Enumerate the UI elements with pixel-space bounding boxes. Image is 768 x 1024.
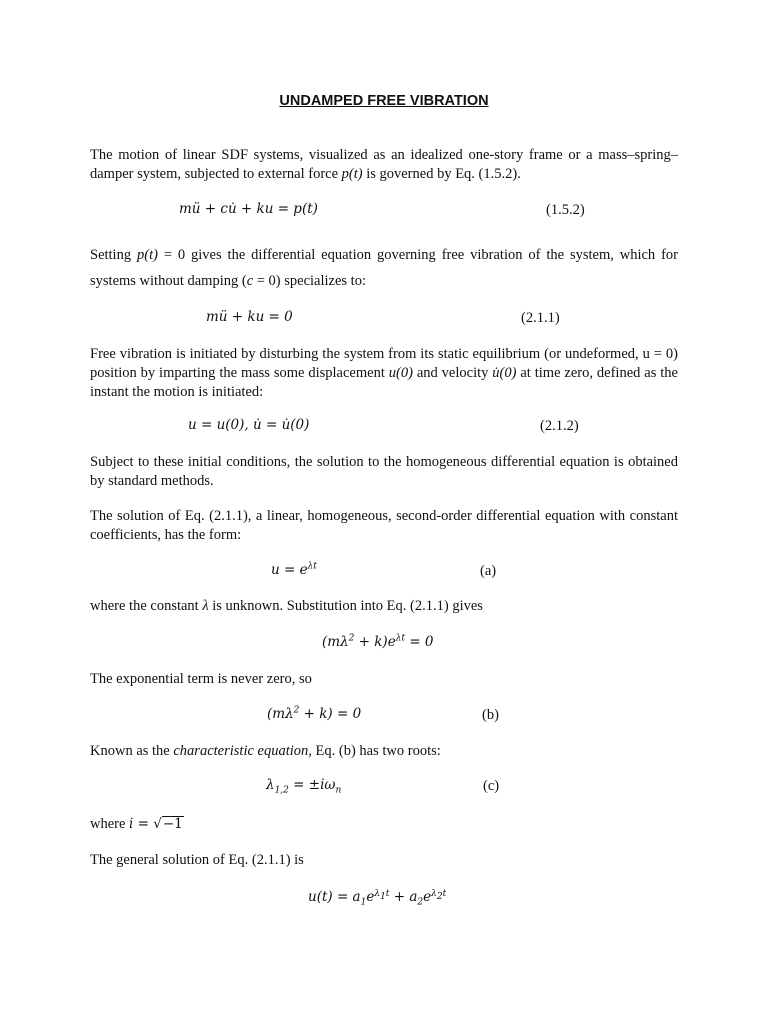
page-title: UNDAMPED FREE VIBRATION (279, 93, 489, 109)
eq-exponent: λt (307, 561, 317, 572)
eq-exponent: 2 (293, 705, 300, 716)
equation-expression: mü + ku = 0 (206, 309, 293, 325)
equation-expression (322, 634, 434, 652)
text-run-italic: characteristic equation (173, 743, 309, 759)
paragraph-initial-disturbance (90, 345, 678, 402)
text-run-italic: u̇(0) (492, 364, 517, 381)
eq-part: λ (266, 777, 275, 793)
equation-number: (2.1.2) (540, 418, 579, 434)
eq-part: t (442, 888, 447, 899)
eq-part: + a (389, 889, 418, 905)
eq-subscript: 2 (417, 897, 424, 908)
equation-expression (271, 562, 317, 580)
eq-part: u = e (271, 562, 308, 578)
eq-part: i = (129, 816, 154, 832)
eq-part: e (366, 889, 375, 905)
eq-exponent: λt (395, 633, 406, 644)
equation-b (0, 706, 768, 726)
eq-part: (mλ (322, 634, 349, 650)
eq-part: t (385, 888, 390, 899)
eq-part: λ (431, 888, 437, 899)
eq-exponent (374, 888, 390, 902)
equation-number: (c) (483, 778, 500, 794)
text-run: , Eq. (b) has two roots: (308, 743, 441, 759)
equation-expression (267, 706, 361, 724)
text-run: is governed by Eq. (1.5.2). (362, 165, 521, 182)
equation-number: (b) (482, 707, 499, 723)
eq-exponent (431, 888, 447, 902)
eq-subscript: 1 (360, 897, 367, 908)
equation-number: (2.1.1) (521, 310, 560, 326)
text-run: at time zero, defined as the instant the motion is initiated: (90, 364, 678, 400)
eq-part: + k)e (354, 634, 396, 650)
paragraph-initial-conditions: Subject to these initial conditions, the solution to the homogeneous differential equation is obtained by standard methods. (90, 454, 678, 489)
equation-expression: u = u(0), u̇ = u̇(0) (188, 417, 310, 433)
text-run-italic: p(t) (136, 247, 158, 263)
eq-part: (mλ (267, 706, 294, 722)
eq-part: = 0 (405, 634, 434, 650)
paragraph-substitution (90, 597, 678, 616)
equation-2-1-1 (0, 309, 768, 329)
text-run-italic: λ (202, 598, 209, 614)
text-run-italic: c (246, 273, 254, 289)
text-run: = 0) specializes to: (253, 273, 366, 289)
equation-c (0, 777, 768, 797)
equation-1-5-2 (0, 201, 768, 221)
paragraph-characteristic (90, 742, 678, 761)
equation-2-1-2 (0, 417, 768, 437)
equation-expression (308, 889, 446, 907)
equation-number: (a) (480, 563, 497, 579)
paragraph-solution-form: The solution of Eq. (2.1.1), a linear, homogeneous, second-order differential equation with constant coefficients, has the form: (90, 508, 678, 543)
paragraph-exponential-nonzero: The exponential term is never zero, so (90, 671, 312, 687)
text-run: Setting (90, 247, 137, 263)
equation-expression: mü + cu̇ + ku = p(t) (179, 201, 318, 217)
text-run: is unknown. Substitution into Eq. (2.1.1) gives (208, 598, 483, 614)
text-run: and velocity (412, 364, 493, 381)
eq-subscript: 2 (436, 891, 443, 902)
text-run-italic: p(t) (341, 165, 363, 182)
text-run-italic: u(0) (388, 364, 413, 381)
equation-a (0, 562, 768, 582)
text-run: Free vibration is initiated by disturbing the system from its static equilibrium (or undeformed, u = 0) position by imparting the mass some displacement (90, 346, 678, 381)
eq-subscript: n (335, 785, 342, 796)
text-run: where (90, 816, 130, 832)
eq-part: + k) = 0 (299, 706, 362, 722)
sqrt-radicand: −1 (162, 816, 183, 832)
eq-part: u(t) = a (308, 889, 361, 905)
paragraph-intro (90, 146, 678, 184)
eq-subscript: 1 (380, 891, 386, 902)
equation-general-solution (0, 889, 768, 909)
eq-part: e (423, 889, 432, 905)
eq-part: = ±iω (288, 777, 336, 793)
text-run: where the constant (90, 598, 203, 614)
paragraph-general-solution: The general solution of Eq. (2.1.1) is (90, 852, 304, 868)
paragraph-setting-p (90, 242, 678, 294)
eq-part: λ (374, 888, 381, 899)
eq-exponent: 2 (348, 633, 355, 644)
text-run: The motion of linear SDF systems, visualized as an idealized one-story frame or a mass–spring–damper system, subjected to external force (90, 147, 678, 182)
eq-subscript: 1,2 (274, 785, 289, 796)
paragraph-where-i (90, 815, 678, 834)
equation-inline: i = √−1 (129, 816, 183, 832)
text-run: = 0 gives the differential equation governing free vibration of the system, which for systems without damping ( (90, 247, 678, 289)
equation-substituted (0, 634, 768, 654)
equation-expression (266, 777, 341, 795)
equation-number: (1.5.2) (546, 202, 585, 218)
text-run: Known as the (90, 743, 174, 759)
